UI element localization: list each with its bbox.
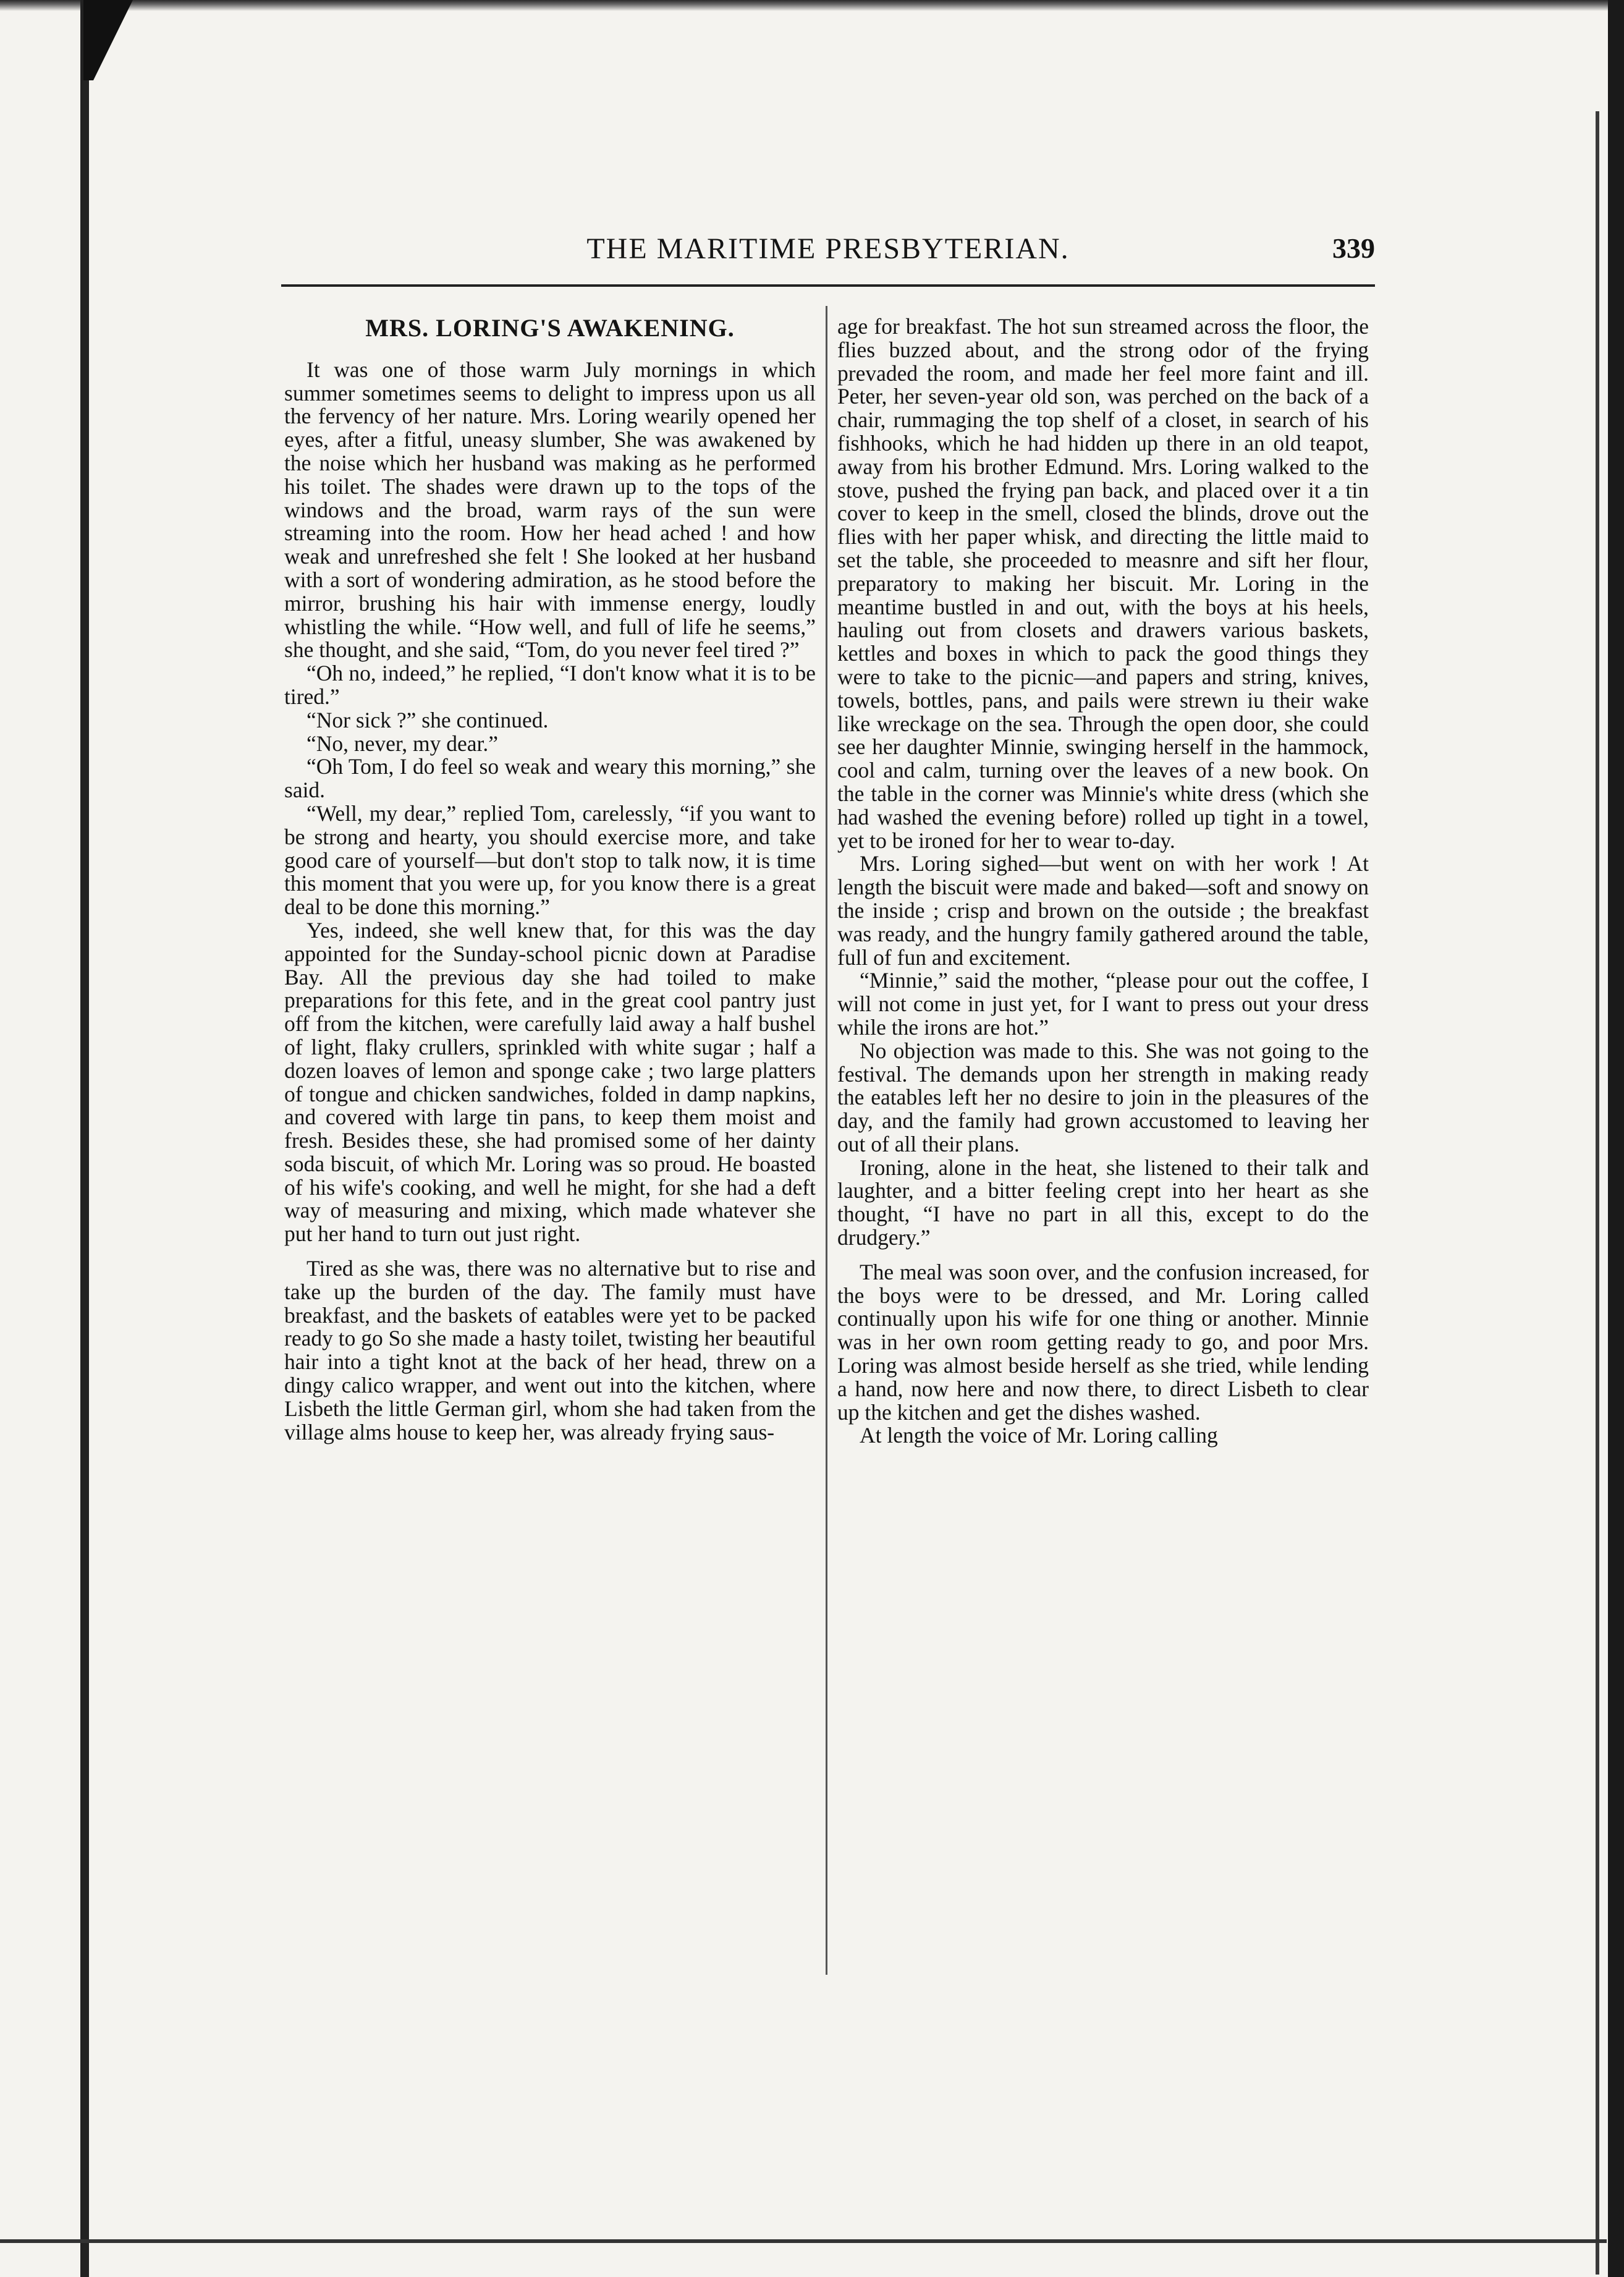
paragraph: “Well, my dear,” replied Tom, carelessly, “if you want to be strong and hearty, you should exercise more, and take good care of yourself—but don't stop to talk now, it is time this moment that you were up, for you know there is a great deal to be done this morning.” [284, 800, 816, 920]
paragraph: “Oh no, indeed,” he replied, “I don't know what it is to be tired.” [284, 661, 816, 709]
paragraph: “Nor sick ?” she continued. [307, 707, 549, 732]
paragraph: It was one of those warm July mornings in which summer sometimes seems to delight to impress upon us all the fervency of her nature. Mrs. Loring wearily opened her eyes, after a fitful, uneasy slumber, She was awakened by the noise which her husband was making as he performed his toilet. The shades were drawn up to the tops of the windows and the broad, warm rays of the sun were streaming into the room. How her head ached ! and how weak and unrefreshed she felt ! She looked at her husband with a sort of wondering admiration, as he stood before the mirror, brushing his hair with immense energy, loudly whistling the while. “How well, and full of life he seems,” she thought, and she said, “Tom, do you never feel tired ?” [284, 357, 816, 663]
paragraph: “No, never, my dear.” [307, 731, 499, 756]
paragraph: Tired as she was, there was no alternative but to rise and take up the burden of the day. The family must have breakfast, and the baskets of eatables were yet to be packed ready to go So she made a hasty toilet, twisting her beautiful hair into a tight knot at the back of her head, threw on a dingy calico wrapper, and went out into the kitchen, where Lisbeth the little German girl, whom she had taken from the village alms house to keep her, was already frying saus- [284, 1256, 816, 1444]
page-right-edge [1608, 0, 1624, 2277]
paragraph: Yes, indeed, she well knew that, for this was the day appointed for the Sunday-school picnic down at Paradise Bay. All the previous day she had toiled to make preparations for this fete, and in the great cool pantry just off from the kitchen, were carefully laid away a half bushel of light, flaky crullers, sprinkled with white sugar ; half a dozen loaves of lemon and sponge cake ; two large platters of tongue and chicken sandwiches, folded in damp napkins, and covered with large tin pans, to keep them moist and fresh. Besides these, she had promised some of her dainty soda biscuit, of which Mr. Loring was so proud. He boasted of his wife's cooking, and well he might, for she had a deft way of measuring and mixing, which made whatever she put her hand to turn out just right. [284, 917, 816, 1247]
paragraph: age for breakfast. The hot sun streamed across the floor, the flies buzzed about, and the strong odor of the frying prevaded the room, and made her feel more faint and ill. Peter, her seven-year old son, was perched on the back of a chair, rummaging the top shelf of a closet, in search of his fishhooks, which he had hidden up there in an old teapot, away from his brother Edmund. Mrs. Loring walked to the stove, pushed the frying pan back, and placed over it a tin cover to keep in the smell, closed the blinds, drove out the flies with her paper whisk, and directing the little maid to set the table, she proceeded to measnre and sift her flour, preparatory to making her biscuit. Mr. Loring in the meantime bustled in and out, with the boys at his heels, hauling out from closets and drawers various baskets, kettles and boxes in which to pack the good things they were to take to the picnic—and papers and string, knives, towels, bottles, pans, and pails were strewn iu their wake like wreckage on the sea. Through the open door, she could see her daughter Minnie, swinging herself in the hammock, cool and calm, turning over the leaves of a new book. On the table in the corner was Minnie's white dress (which she had washed the evening before) rolled up tight in a towel, yet to be ironed for her to wear to-day. [837, 314, 1369, 853]
binding-edge [80, 0, 89, 2277]
paragraph: The meal was soon over, and the confusion increased, for the boys were to be dressed, and Mr. Loring called continually upon his wife for one thing or another. Minnie was in her own room getting ready to go, and poor Mrs. Loring was almost beside herself as she tried, while lending a hand, now here and now there, to direct Lisbeth to clear up the kitchen and get the dishes washed. [837, 1259, 1369, 1425]
page-right-shadow [1596, 111, 1599, 2275]
left-column [284, 315, 816, 1444]
journal-title: THE MARITIME PRESBYTERIAN. [586, 232, 1070, 265]
paragraph: “Minnie,” said the mother, “please pour out the coffee, I will not come in just yet, for I want to press out your dress while the irons are hot.” [837, 968, 1369, 1040]
running-header [281, 232, 1375, 275]
paragraph: “Oh Tom, I do feel so weak and weary this morning,” she said. [284, 754, 816, 803]
article-title: MRS. LORING'S AWAKENING. [365, 314, 735, 342]
column-divider [826, 306, 827, 1975]
paragraph: Ironing, alone in the heat, she listened to their talk and laughter, and a bitter feeling crept into her heart as she thought, “I have no part in all this, except to do the drudgery.” [837, 1155, 1369, 1250]
paragraph: No objection was made to this. She was not going to the festival. The demands upon her strength in making ready the eatables left her no desire to join in the pleasures of the day, and the family had grown accustomed to leaving her out of all their plans. [837, 1038, 1369, 1156]
right-column [837, 315, 1369, 1448]
page-bottom-edge [0, 2239, 1607, 2243]
paragraph: Mrs. Loring sighed—but went on with her work ! At length the biscuit were made and baked—soft and snowy on the inside ; crisp and brown on the outside ; the breakfast was ready, and the hungry family gathered around the table, full of fun and excitement. [837, 851, 1369, 970]
page-top-edge [0, 0, 1624, 11]
binding-shadow [83, 0, 133, 80]
page-number: 339 [1332, 232, 1375, 264]
paragraph: At length the voice of Mr. Loring calling [860, 1423, 1218, 1448]
header-rule [281, 284, 1375, 287]
